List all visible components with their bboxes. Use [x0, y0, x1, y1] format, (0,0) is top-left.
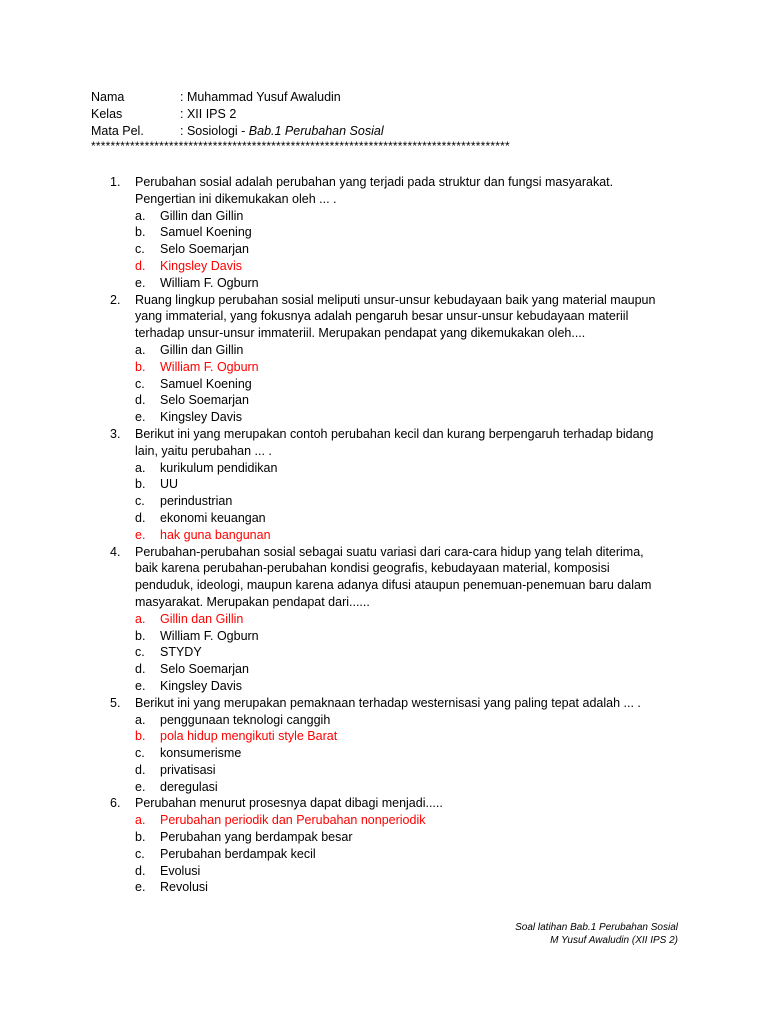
- answer-option: [135, 678, 670, 695]
- question-item: [110, 695, 670, 796]
- answer-options: [135, 460, 670, 544]
- answer-option: [135, 224, 670, 241]
- answer-option: [135, 846, 670, 863]
- name-value: : Muhammad Yusuf Awaludin: [180, 90, 341, 104]
- option-text: Samuel Koening: [160, 225, 252, 240]
- answer-options: [135, 208, 670, 292]
- option-letter: c.: [135, 494, 145, 509]
- question-number: 2.: [110, 292, 121, 307]
- answer-options: [135, 812, 670, 896]
- option-letter: e.: [135, 275, 146, 290]
- option-letter: e.: [135, 527, 146, 542]
- question-number: 3.: [110, 426, 121, 441]
- answer-option-correct: [135, 359, 670, 376]
- option-letter: c.: [135, 645, 145, 660]
- question-list: [110, 174, 670, 896]
- answer-option: [135, 409, 670, 426]
- answer-option: [135, 275, 670, 292]
- student-header: [91, 89, 384, 140]
- answer-option: [135, 879, 670, 896]
- option-letter: a.: [135, 611, 146, 626]
- option-text: William F. Ogburn: [160, 359, 259, 374]
- option-text: Perubahan yang berdampak besar: [160, 830, 353, 845]
- subject-name: : Sosiologi -: [180, 124, 249, 138]
- option-letter: e.: [135, 779, 146, 794]
- option-text: ekonomi keuangan: [160, 510, 266, 525]
- option-letter: c.: [135, 376, 145, 391]
- question-text: Perubahan menurut prosesnya dapat dibagi menjadi.....: [135, 796, 443, 811]
- answer-options: [135, 342, 670, 426]
- option-letter: b.: [135, 225, 146, 240]
- subject-value: [180, 123, 384, 140]
- answer-option: [135, 392, 670, 409]
- question-number: 4.: [110, 544, 121, 559]
- option-text: penggunaan teknologi canggih: [160, 712, 331, 727]
- option-letter: d.: [135, 258, 146, 273]
- option-text: STYDY: [160, 645, 202, 660]
- class-value: : XII IPS 2: [180, 107, 237, 121]
- answer-option: [135, 510, 670, 527]
- answer-option-correct: [135, 812, 670, 829]
- option-letter: c.: [135, 242, 145, 257]
- subject-row: [91, 123, 384, 140]
- answer-option: [135, 628, 670, 645]
- name-row: [91, 89, 384, 106]
- answer-option: [135, 745, 670, 762]
- class-row: [91, 106, 384, 123]
- footer-author: M Yusuf Awaludin (XII IPS 2): [550, 935, 678, 946]
- option-letter: a.: [135, 208, 146, 223]
- answer-option: [135, 493, 670, 510]
- option-letter: b.: [135, 477, 146, 492]
- subject-label: Mata Pel.: [91, 124, 144, 138]
- answer-option: [135, 661, 670, 678]
- option-letter: d.: [135, 393, 146, 408]
- option-letter: c.: [135, 746, 145, 761]
- chapter-title: Bab.1 Perubahan Sosial: [248, 124, 384, 138]
- answer-option: [135, 644, 670, 661]
- option-text: Kingsley Davis: [160, 410, 242, 425]
- option-text: Perubahan berdampak kecil: [160, 846, 316, 861]
- option-text: Samuel Koening: [160, 376, 252, 391]
- option-text: perindustrian: [160, 494, 233, 509]
- option-letter: b.: [135, 830, 146, 845]
- question-item: [110, 292, 670, 426]
- option-letter: d.: [135, 510, 146, 525]
- option-text: Perubahan periodik dan Perubahan nonperiodik: [160, 813, 426, 828]
- option-text: Gillin dan Gillin: [160, 208, 244, 223]
- question-number: 6.: [110, 796, 121, 811]
- answer-option: [135, 342, 670, 359]
- answer-option-correct: [135, 728, 670, 745]
- answer-option: [135, 863, 670, 880]
- option-text: Gillin dan Gillin: [160, 342, 244, 357]
- option-letter: e.: [135, 678, 146, 693]
- class-label: Kelas: [91, 107, 123, 121]
- option-text: kurikulum pendidikan: [160, 460, 278, 475]
- answer-options: [135, 712, 670, 796]
- option-text: Revolusi: [160, 880, 208, 895]
- question-number: 1.: [110, 175, 121, 189]
- option-letter: e.: [135, 410, 146, 425]
- separator-line: **************************************************************************************: [91, 139, 510, 153]
- option-text: Evolusi: [160, 863, 201, 878]
- answer-option-correct: [135, 527, 670, 544]
- option-text: William F. Ogburn: [160, 275, 259, 290]
- answer-option: [135, 712, 670, 729]
- answer-option: [135, 779, 670, 796]
- answer-option: [135, 460, 670, 477]
- answer-option: [135, 476, 670, 493]
- option-letter: a.: [135, 342, 146, 357]
- option-text: konsumerisme: [160, 746, 242, 761]
- name-label: Nama: [91, 90, 125, 104]
- option-letter: a.: [135, 460, 146, 475]
- answer-option: [135, 829, 670, 846]
- answer-option-correct: [135, 611, 670, 628]
- option-letter: a.: [135, 712, 146, 727]
- option-letter: b.: [135, 729, 146, 744]
- answer-options: [135, 611, 670, 695]
- question-text: Perubahan-perubahan sosial sebagai suatu variasi dari cara-cara hidup yang telah diterima, baik karena perubahan-perubahan kondisi geografis, kebudayaan material, komposisi penduduk, ideologi, maupun karena adanya difusi ataupun penemuan-penemuan baru dalam masyarakat. Merupakan pendapat dari......: [135, 544, 652, 609]
- answer-option: [135, 376, 670, 393]
- option-text: William F. Ogburn: [160, 628, 259, 643]
- option-text: Selo Soemarjan: [160, 242, 249, 257]
- option-text: UU: [160, 477, 179, 492]
- option-letter: e.: [135, 880, 146, 895]
- answer-option: [135, 762, 670, 779]
- option-letter: d.: [135, 762, 146, 777]
- option-text: privatisasi: [160, 762, 216, 777]
- question-item: [110, 426, 670, 544]
- option-text: pola hidup mengikuti style Barat: [160, 729, 338, 744]
- question-item: [110, 544, 670, 695]
- footer: [515, 921, 678, 947]
- option-text: Selo Soemarjan: [160, 393, 249, 408]
- option-text: Kingsley Davis: [160, 678, 242, 693]
- option-letter: d.: [135, 863, 146, 878]
- option-text: Kingsley Davis: [160, 258, 242, 273]
- option-letter: b.: [135, 628, 146, 643]
- option-letter: d.: [135, 662, 146, 677]
- question-item: [110, 795, 670, 896]
- question-item: [110, 174, 670, 292]
- option-letter: b.: [135, 359, 146, 374]
- question-text: Berikut ini yang merupakan pemaknaan terhadap westernisasi yang paling tepat adalah ... .: [135, 695, 641, 710]
- answer-option: [135, 241, 670, 258]
- answer-option-correct: [135, 258, 670, 275]
- option-text: Gillin dan Gillin: [160, 611, 244, 626]
- option-letter: a.: [135, 813, 146, 828]
- option-text: Selo Soemarjan: [160, 662, 249, 677]
- question-number: 5.: [110, 695, 121, 710]
- option-letter: c.: [135, 846, 145, 861]
- footer-title: Soal latihan Bab.1 Perubahan Sosial: [515, 922, 678, 933]
- question-text: Berikut ini yang merupakan contoh perubahan kecil dan kurang berpengaruh terhadap bidang lain, yaitu perubahan ... .: [135, 426, 654, 458]
- answer-option: [135, 208, 670, 225]
- question-text: Ruang lingkup perubahan sosial meliputi unsur-unsur kebudayaan baik yang material maupun yang immaterial, yang fokusnya adalah pengaruh besar unsur-unsur kebudayaan materiil terhadap unsur-unsur immateriil. Merupakan pendapat yang dikemukakan oleh....: [135, 292, 656, 341]
- question-text: Perubahan sosial adalah perubahan yang terjadi pada struktur dan fungsi masyarakat. Pengertian ini dikemukakan oleh ... .: [135, 175, 614, 206]
- option-text: hak guna bangunan: [160, 527, 271, 542]
- option-text: deregulasi: [160, 779, 218, 794]
